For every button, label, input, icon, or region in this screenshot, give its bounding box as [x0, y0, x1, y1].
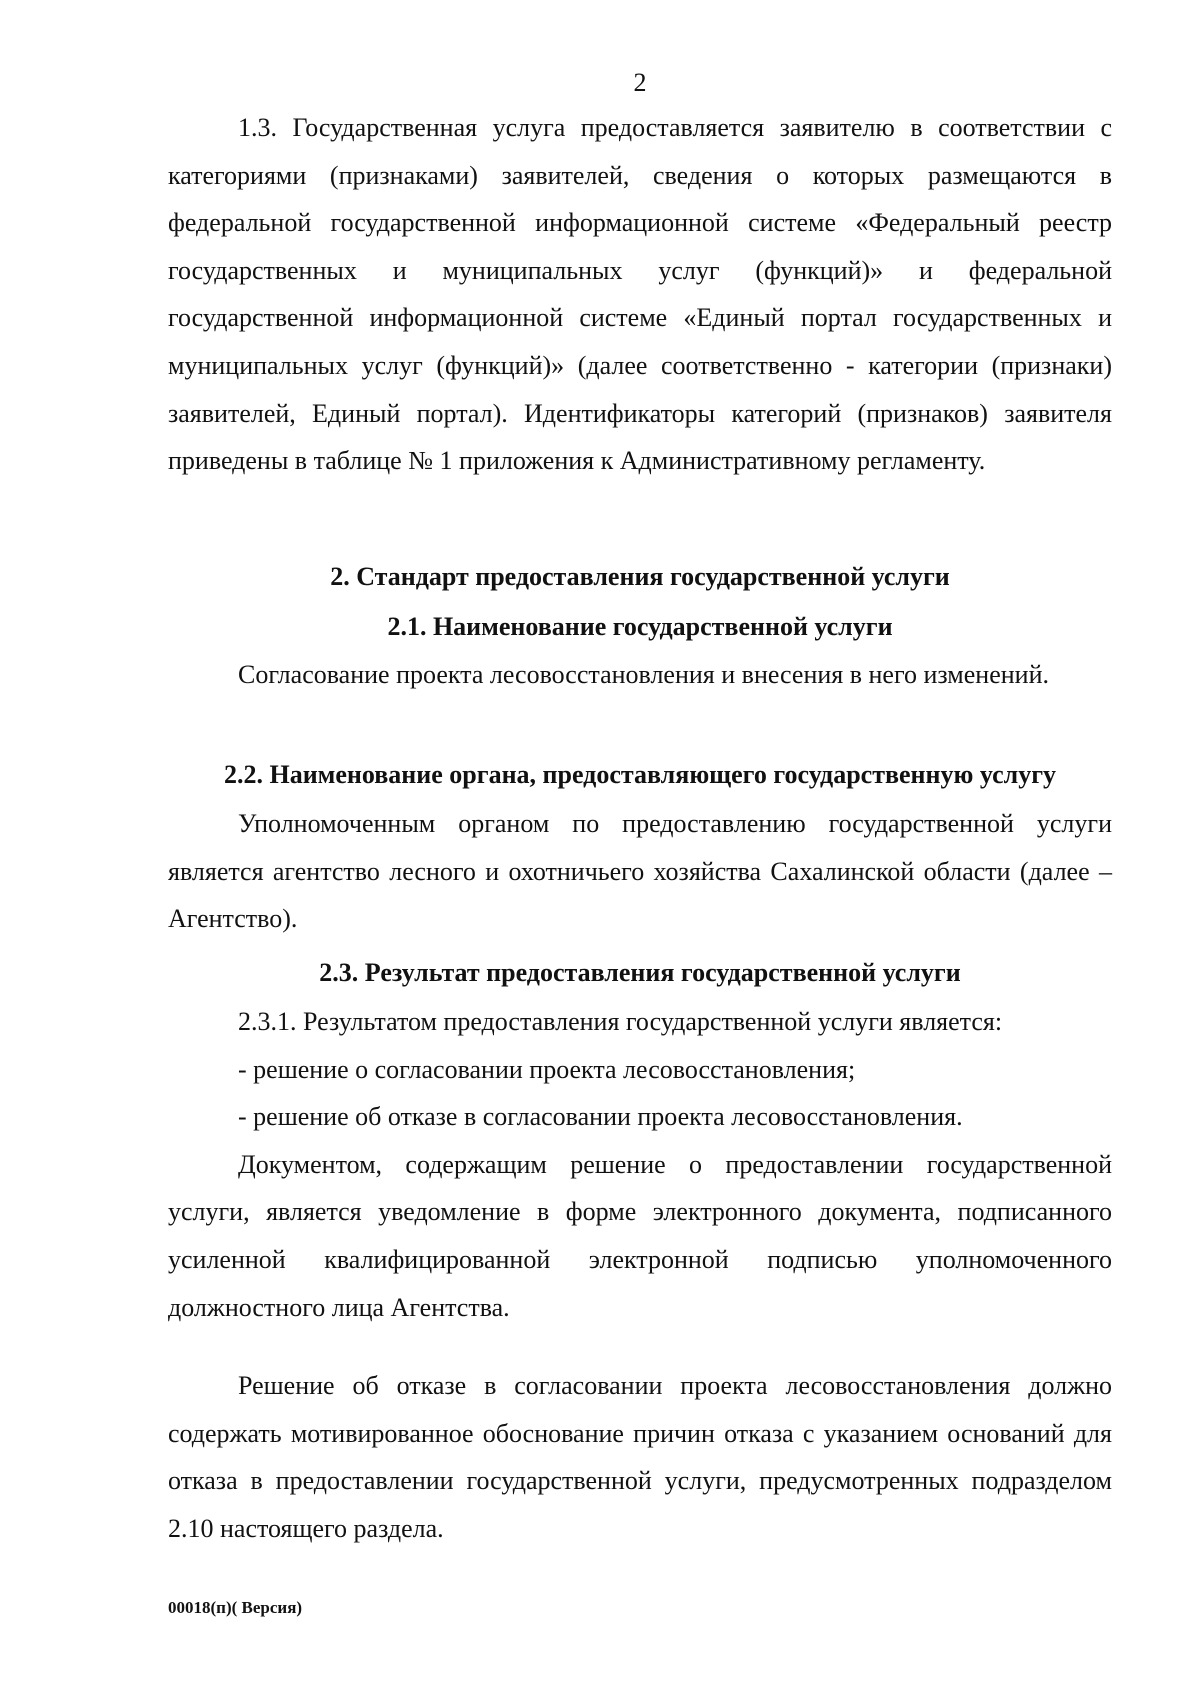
- heading-2-2: 2.2. Наименование органа, предоставляющего государственную услугу: [223, 760, 1057, 789]
- paragraph-1-3: 1.3. Государственная услуга предоставляется заявителю в соответствии с категориями (признаками) заявителей, сведения о которых размещаются в федеральной государственной информационной системе «Федеральный реестр государственных и муниципальных услуг (функций)» и федеральной государственной информационной системе «Единый портал государственных и муниципальных услуг (функций)» (далее соответственно - категории (признаки) заявителей, Единый портал). Идентификаторы категорий (признаков) заявителя приведены в таблице № 1 приложения к Административному регламенту.: [168, 113, 1112, 476]
- heading-2-1: 2.1. Наименование государственной услуги: [387, 612, 893, 641]
- footer-version: 00018(п)( Версия): [168, 1598, 303, 1617]
- section-refusal: [168, 1362, 1112, 1552]
- section-2-1-body: [168, 651, 1112, 699]
- heading-2: 2. Стандарт предоставления государственной услуги: [330, 562, 950, 591]
- paragraph-2-1: Согласование проекта лесовосстановления и внесения в него изменений.: [238, 660, 1049, 689]
- section-1-3: [168, 104, 1112, 485]
- paragraph-document: Документом, содержащим решение о предоставлении государственной услуги, является уведомление в форме электронного документа, подписанного усиленной квалифицированной электронной подписью уполномоченного должностного лица Агентства.: [168, 1149, 1112, 1322]
- page-number: 2: [633, 68, 647, 97]
- paragraph-2-3-1: 2.3.1. Результатом предоставления государственной услуги является:: [238, 1007, 1003, 1036]
- heading-2-3: 2.3. Результат предоставления государственной услуги: [319, 958, 961, 987]
- section-2-3: [168, 948, 1112, 1331]
- paragraph-2-2: Уполномоченным органом по предоставлению государственной услуги является агентство лесного и охотничьего хозяйства Сахалинской области (далее – Агентство).: [168, 809, 1112, 934]
- paragraph-refusal: Решение об отказе в согласовании проекта лесовосстановления должно содержать мотивированное обоснование причин отказа с указанием оснований для отказа в предоставлении государственной услуги, предусмотренных подразделом 2.10 настоящего раздела.: [168, 1371, 1112, 1543]
- section-2-headings: [168, 552, 1112, 652]
- list-item: - решение об отказе в согласовании проекта лесовосстановления.: [238, 1102, 963, 1132]
- section-2-2: [168, 750, 1112, 943]
- list-item: - решение о согласовании проекта лесовосстановления;: [238, 1054, 856, 1084]
